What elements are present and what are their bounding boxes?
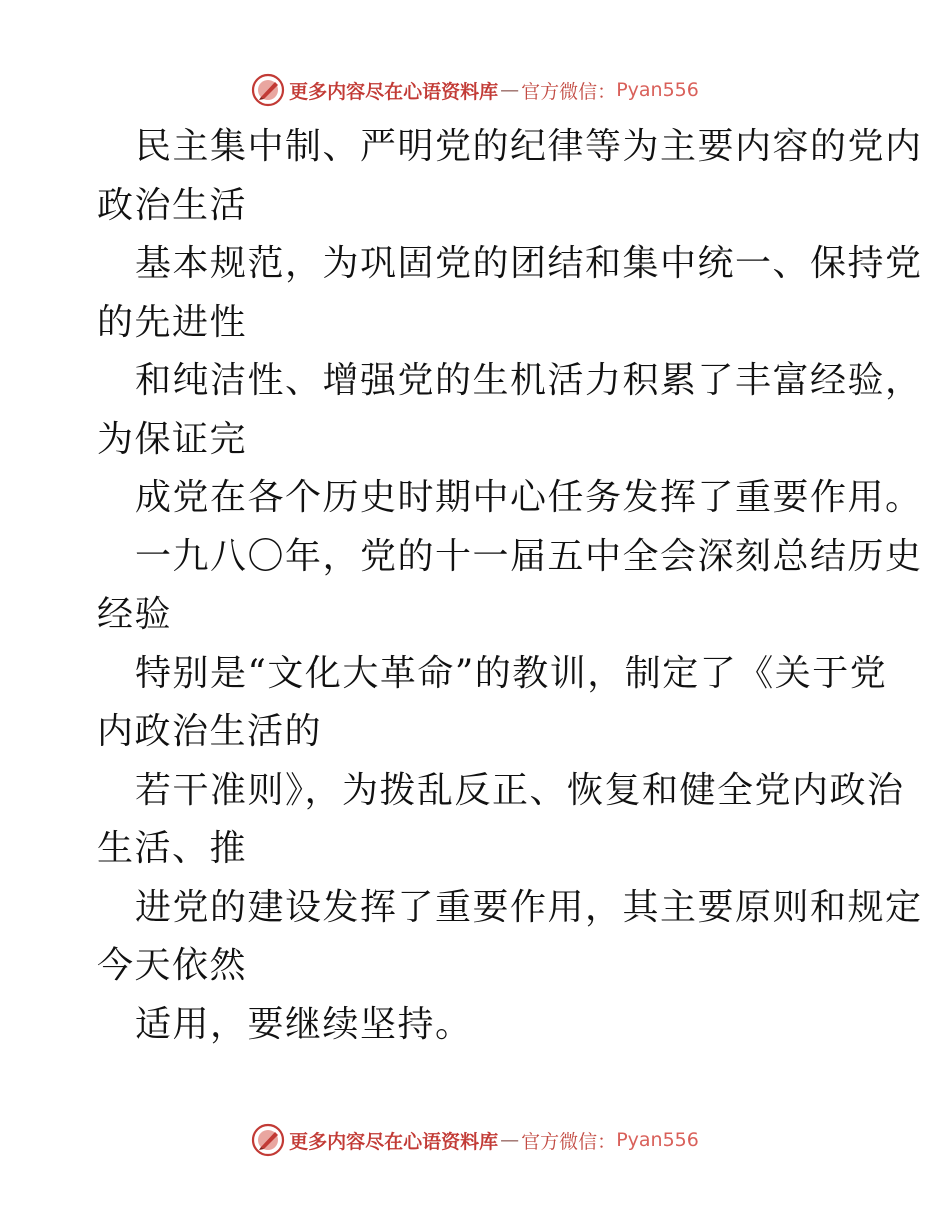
text-line: 一九八〇年，党的十一届五中全会深刻总结历史 — [135, 535, 923, 577]
header-separator: — — [500, 79, 520, 101]
text-line: 政治生活 — [97, 184, 248, 226]
header-banner — [0, 70, 950, 110]
text-line: 特别是“文化大革命”的教训，制定了《关于党 — [135, 652, 888, 694]
text-line: 今天依然 — [97, 945, 248, 986]
text-line: 经验 — [97, 594, 173, 635]
text-line: 成党在各个历史时期中心任务发挥了重要作用。 — [135, 477, 923, 518]
brand-logo-icon — [251, 1123, 285, 1157]
text-line: 进党的建设发挥了重要作用，其主要原则和规定 — [135, 886, 923, 928]
footer-separator: — — [500, 1129, 520, 1151]
body-text — [97, 118, 923, 1054]
text-line: 生活、推 — [97, 828, 248, 869]
footer-wechat-label: 官方微信： — [521, 1130, 617, 1153]
text-line: 和纯洁性、增强党的生机活力积累了丰富经验， — [135, 360, 923, 401]
header-wechat-id: Pyan556 — [616, 79, 699, 101]
footer-wechat-id: Pyan556 — [616, 1129, 699, 1151]
footer-brand-text: 更多内容尽在心语资料库 — [289, 1130, 499, 1153]
footer-banner — [0, 1120, 950, 1160]
header-wechat-label: 官方微信： — [521, 80, 617, 103]
text-line: 民主集中制、严明党的纪律等为主要内容的党内 — [135, 126, 923, 167]
brand-logo-icon — [251, 73, 285, 107]
text-line: 基本规范，为巩固党的团结和集中统一、保持党 — [135, 243, 923, 284]
text-line: 为保证完 — [97, 418, 248, 460]
header-brand-text: 更多内容尽在心语资料库 — [289, 80, 499, 103]
text-line: 的先进性 — [97, 301, 248, 343]
text-line: 适用，要继续坚持。 — [135, 1003, 473, 1045]
text-line: 若干准则》，为拨乱反正、恢复和健全党内政治 — [135, 769, 905, 811]
text-line: 内政治生活的 — [97, 711, 323, 752]
